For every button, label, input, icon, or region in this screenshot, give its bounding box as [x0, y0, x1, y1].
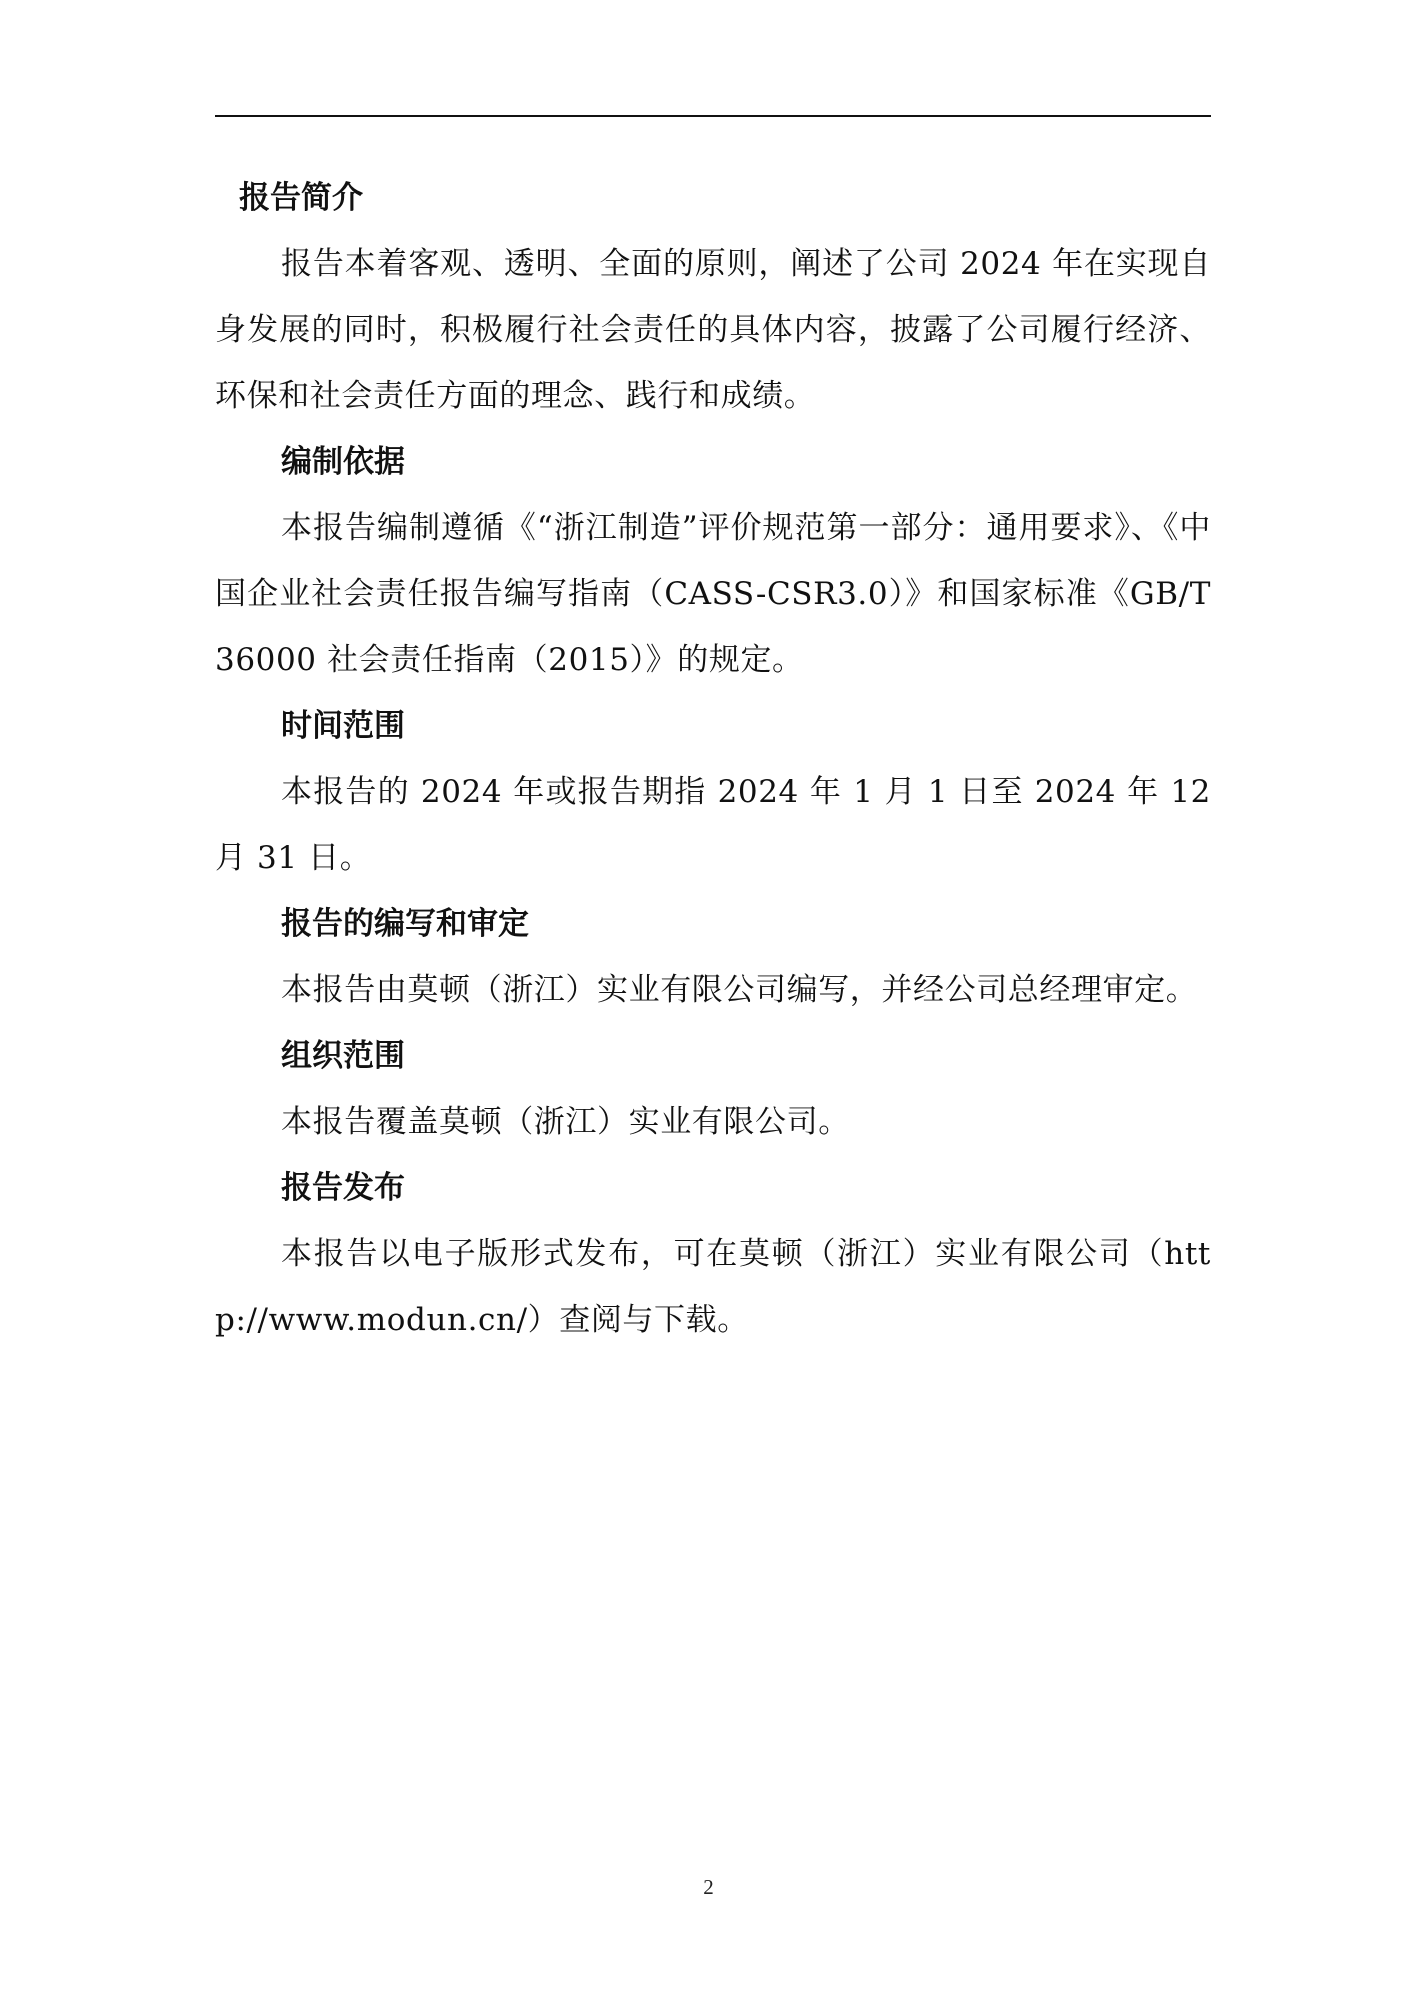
section-title-basis: 编制依据 [281, 444, 405, 480]
section-body-release: 本报告以电子版形式发布，可在莫顿（浙江）实业有限公司（http://www.modun.cn/）查阅与下载。 [215, 1236, 1211, 1338]
section-body-scope: 本报告覆盖莫顿（浙江）实业有限公司。 [281, 1104, 850, 1140]
section-body-time-range: 本报告的 2024 年或报告期指 2024 年 1 月 1 日至 2024 年 12 月 31 日。 [215, 774, 1211, 876]
section-title-compilation: 报告的编写和审定 [281, 906, 529, 942]
page-number: 2 [703, 1875, 714, 1899]
section-title-time-range: 时间范围 [281, 708, 405, 744]
header-rule [215, 115, 1211, 117]
section-title-release: 报告发布 [281, 1170, 405, 1206]
section-body-basis: 本报告编制遵循《“浙江制造”评价规范第一部分：通用要求》、《中国企业社会责任报告编写指南（CASS-CSR3.0）》和国家标准《GB/T 36000 社会责任指南（2015）》的规定。 [215, 510, 1211, 678]
section-body-intro: 报告本着客观、透明、全面的原则，阐述了公司 2024 年在实现自身发展的同时，积极履行社会责任的具体内容，披露了公司履行经济、环保和社会责任方面的理念、践行和成绩。 [215, 246, 1211, 414]
section-title-scope: 组织范围 [281, 1038, 405, 1074]
page-content [215, 165, 1211, 1353]
section-title-intro: 报告简介 [239, 180, 363, 216]
section-body-compilation: 本报告由莫顿（浙江）实业有限公司编写，并经公司总经理审定。 [281, 972, 1198, 1008]
